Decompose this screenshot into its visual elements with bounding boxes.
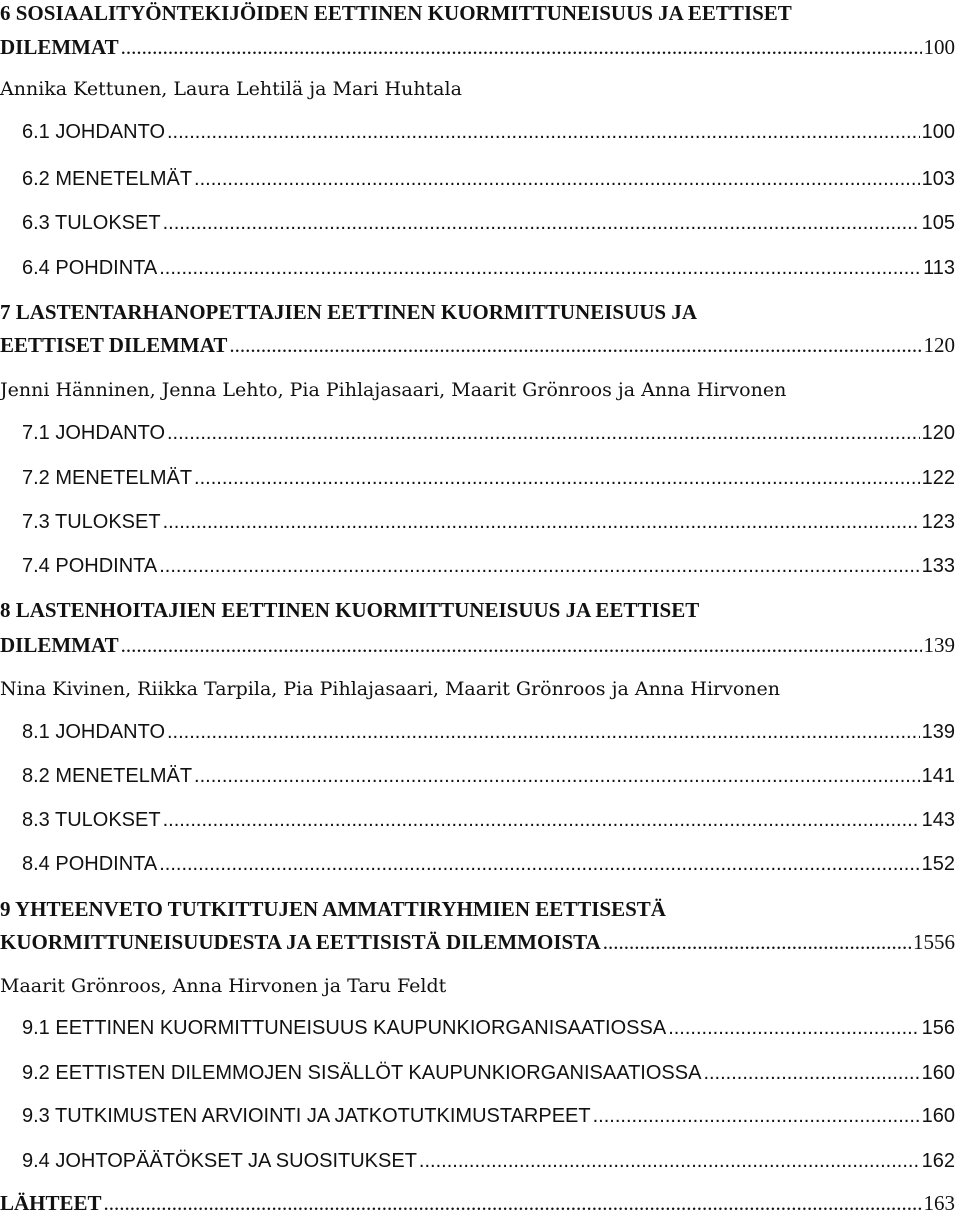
toc-entry-title: DILEMMAT (0, 633, 119, 657)
toc-entry-title: 7.3 TULOKSET (22, 511, 161, 533)
toc-entry-heading[interactable] (0, 1190, 955, 1216)
dot-leader (668, 1015, 919, 1041)
dot-leader (194, 465, 920, 491)
toc-entry-subsection[interactable] (22, 719, 955, 745)
toc-authors: Nina Kivinen, Riikka Tarpila, Pia Pihlajasaari, Maarit Grönroos ja Anna Hirvonen (0, 678, 781, 700)
toc-page-number: 156 (921, 1017, 955, 1039)
toc-entry-title: 9 YHTEENVETO TUTKITTUJEN AMMATTIRYHMIEN EETTISESTÄ (0, 897, 666, 921)
toc-entry-subsection[interactable] (22, 763, 955, 789)
dot-leader (159, 553, 919, 579)
toc-entry-subsection[interactable] (22, 807, 955, 833)
toc-page-number: 163 (923, 1191, 955, 1215)
toc-page-number: 160 (921, 1105, 955, 1127)
toc-entry-title: 8.2 MENETELMÄT (22, 765, 193, 787)
toc-page-number: 100 (921, 121, 955, 143)
toc-page-number: 141 (921, 765, 955, 787)
toc-author-line (0, 76, 955, 102)
toc-entry-heading[interactable] (0, 929, 955, 955)
toc-page-number: 120 (923, 333, 955, 357)
toc-page-number: 152 (921, 853, 955, 875)
dot-leader (163, 210, 920, 236)
toc-authors: Jenni Hänninen, Jenna Lehto, Pia Pihlajasaari, Maarit Grönroos ja Anna Hirvonen (0, 379, 787, 401)
dot-leader (419, 1148, 920, 1174)
dot-leader (121, 34, 922, 60)
toc-entry-title: 9.1 EETTINEN KUORMITTUNEISUUS KAUPUNKIORGANISAATIOSSA (22, 1017, 667, 1039)
dot-leader (167, 719, 920, 745)
toc-entry-title: KUORMITTUNEISUUDESTA JA EETTISISTÄ DILEMMOISTA (0, 930, 601, 954)
toc-entry-subsection[interactable] (22, 119, 955, 145)
toc-page-number: 105 (921, 212, 955, 234)
toc-entry-title: 8.3 TULOKSET (22, 809, 161, 831)
toc-authors: Annika Kettunen, Laura Lehtilä ja Mari Huhtala (0, 78, 462, 100)
dot-leader (167, 119, 920, 145)
dot-leader (163, 807, 920, 833)
dot-leader (703, 1060, 919, 1086)
toc-page-number: 123 (921, 511, 955, 533)
toc-entry-subsection[interactable] (22, 210, 955, 236)
toc-entry-subsection[interactable] (22, 553, 955, 579)
toc-authors: Maarit Grönroos, Anna Hirvonen ja Taru Feldt (0, 975, 447, 997)
toc-entry-title: EETTISET DILEMMAT (0, 333, 228, 357)
toc-entry-heading[interactable] (0, 299, 955, 325)
dot-leader (593, 1103, 920, 1129)
toc-entry-title: 8.1 JOHDANTO (22, 721, 165, 743)
toc-page-number: 139 (923, 633, 955, 657)
toc-entry-heading[interactable] (0, 34, 955, 60)
toc-entry-subsection[interactable] (22, 166, 955, 192)
toc-entry-heading[interactable] (0, 632, 955, 658)
toc-page-number: 100 (923, 35, 955, 59)
toc-author-line (0, 377, 955, 403)
toc-entry-subsection[interactable] (22, 509, 955, 535)
toc-entry-title: 6.3 TULOKSET (22, 212, 161, 234)
dot-leader (194, 763, 920, 789)
dot-leader (159, 255, 921, 281)
toc-entry-title: 9.3 TUTKIMUSTEN ARVIOINTI JA JATKOTUTKIMUSTARPEET (22, 1105, 591, 1127)
toc-page-number: 160 (921, 1062, 955, 1084)
toc-entry-heading[interactable] (0, 332, 955, 358)
toc-page-number: 120 (921, 422, 955, 444)
toc-entry-title: 6 SOSIAALITYÖNTEKIJÖIDEN EETTINEN KUORMITTUNEISUUS JA EETTISET (0, 1, 792, 25)
toc-entry-title: 6.4 POHDINTA (22, 257, 158, 279)
toc-entry-subsection[interactable] (22, 1148, 955, 1174)
dot-leader (104, 1190, 922, 1216)
toc-entry-heading[interactable] (0, 896, 955, 922)
toc-author-line (0, 676, 955, 702)
toc-entry-title: 8.4 POHDINTA (22, 853, 158, 875)
toc-page-number: 103 (921, 168, 955, 190)
toc-author-line (0, 973, 955, 999)
toc-entry-title: 6.1 JOHDANTO (22, 121, 165, 143)
toc-entry-title: LÄHTEET (0, 1191, 102, 1215)
toc-entry-title: 9.4 JOHTOPÄÄTÖKSET JA SUOSITUKSET (22, 1150, 417, 1172)
dot-leader (163, 509, 920, 535)
toc-entry-subsection[interactable] (22, 851, 955, 877)
toc-entry-subsection[interactable] (22, 1103, 955, 1129)
toc-page-number: 133 (921, 555, 955, 577)
toc-entry-title: 7.2 MENETELMÄT (22, 467, 193, 489)
dot-leader (603, 929, 911, 955)
toc-entry-subsection[interactable] (22, 255, 955, 281)
toc-page-number: 1556 (913, 930, 955, 954)
toc-entry-heading[interactable] (0, 0, 955, 26)
dot-leader (121, 632, 922, 658)
dot-leader (159, 851, 919, 877)
toc-entry-subsection[interactable] (22, 420, 955, 446)
dot-leader (167, 420, 920, 446)
toc-page-number: 162 (921, 1150, 955, 1172)
dot-leader (229, 332, 921, 358)
toc-entry-title: 7.1 JOHDANTO (22, 422, 165, 444)
toc-entry-heading[interactable] (0, 597, 955, 623)
toc-entry-title: 7.4 POHDINTA (22, 555, 158, 577)
toc-entry-title: 8 LASTENHOITAJIEN EETTINEN KUORMITTUNEISUUS JA EETTISET (0, 598, 700, 622)
toc-entry-title: 9.2 EETTISTEN DILEMMOJEN SISÄLLÖT KAUPUNKIORGANISAATIOSSA (22, 1062, 702, 1084)
toc-page-number: 139 (921, 721, 955, 743)
dot-leader (194, 166, 920, 192)
toc-entry-subsection[interactable] (22, 465, 955, 491)
toc-entry-title: 7 LASTENTARHANOPETTAJIEN EETTINEN KUORMITTUNEISUUS JA (0, 300, 698, 324)
toc-page-number: 113 (923, 257, 955, 279)
toc-entry-title: DILEMMAT (0, 35, 119, 59)
toc-page-number: 122 (921, 467, 955, 489)
toc-page-number: 143 (921, 809, 955, 831)
toc-entry-subsection[interactable] (22, 1060, 955, 1086)
toc-entry-subsection[interactable] (22, 1015, 955, 1041)
toc-entry-title: 6.2 MENETELMÄT (22, 168, 193, 190)
